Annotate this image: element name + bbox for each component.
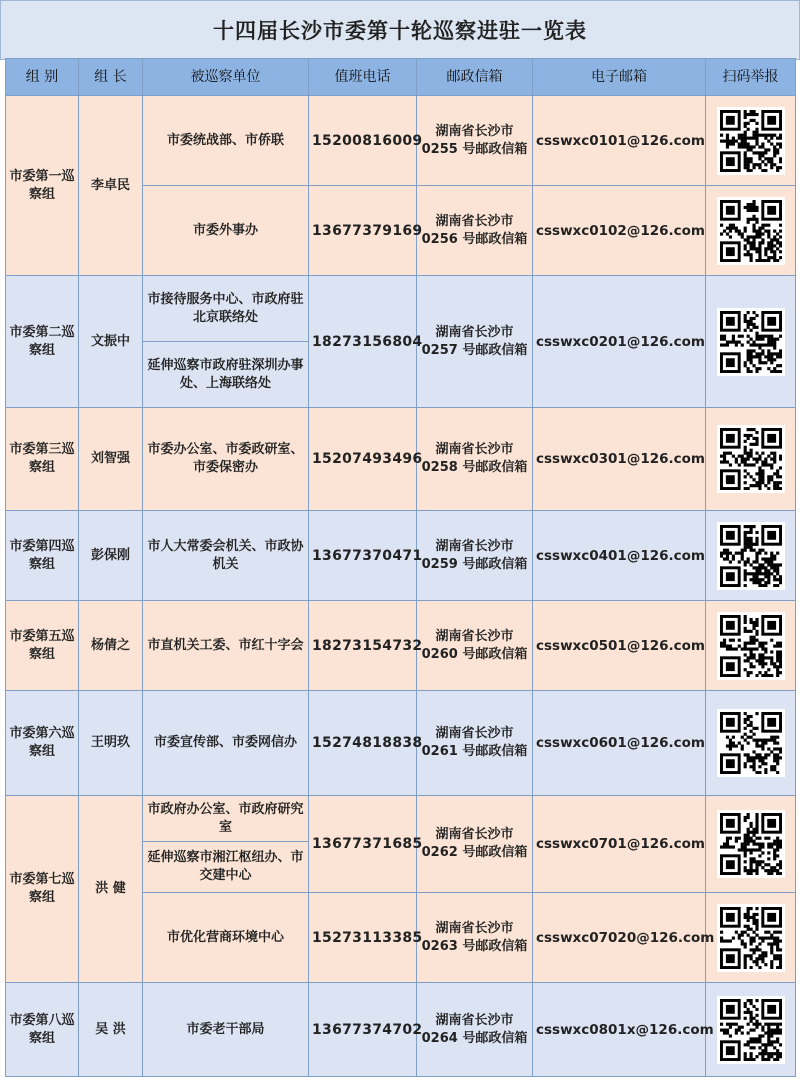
- duty-phone[interactable]: [309, 893, 423, 983]
- header-unit: 被巡察单位: [143, 59, 309, 96]
- duty-phone-text: 13677371685: [312, 836, 423, 852]
- group-name: [6, 408, 79, 511]
- unit-text: 市政府办公室、市政府研究室: [147, 801, 304, 835]
- table-row: [6, 796, 796, 893]
- duty-phone-text: 13677374702: [312, 1021, 423, 1038]
- duty-phone[interactable]: [309, 601, 423, 691]
- group-name-text: 市委第二巡察组: [9, 324, 75, 358]
- postal-box: [417, 511, 533, 601]
- qr-code-icon[interactable]: [709, 996, 792, 1064]
- qr-cell: [706, 511, 796, 601]
- unit-split: [143, 796, 308, 892]
- inspected-unit: [143, 408, 309, 511]
- qr-cell: [706, 983, 796, 1077]
- inspected-unit: [143, 893, 309, 983]
- inspected-unit: [143, 186, 309, 276]
- postal-box: [417, 691, 533, 796]
- postal-box-text: 湖南省长沙市0261 号邮政信箱: [421, 726, 528, 759]
- email-text: csswxc0401@126.com: [536, 547, 705, 564]
- header-group: 组 别: [6, 59, 79, 96]
- inspected-unit: [143, 276, 309, 408]
- group-name-text: 市委第六巡察组: [9, 726, 75, 759]
- title-bar: [0, 0, 800, 60]
- email-address[interactable]: [533, 276, 706, 408]
- email-text: csswxc0201@126.com: [536, 333, 705, 350]
- group-name-text: 市委第七巡察组: [9, 872, 75, 905]
- page-title: 十四届长沙市委第十轮巡察进驻一览表: [213, 19, 587, 43]
- email-address[interactable]: [533, 186, 706, 276]
- qr-code-icon[interactable]: [709, 308, 792, 376]
- email-address[interactable]: [533, 601, 706, 691]
- header-post: 邮政信箱: [417, 59, 533, 96]
- unit-text: 市优化营商环境中心: [166, 929, 284, 945]
- duty-phone-text: 15200816009: [312, 132, 423, 149]
- duty-phone[interactable]: [309, 796, 423, 893]
- qr-code-icon[interactable]: [709, 612, 792, 680]
- group-leader: [79, 96, 143, 276]
- group-leader: [79, 691, 143, 796]
- group-name: [6, 691, 79, 796]
- qr-cell: [706, 186, 796, 276]
- duty-phone[interactable]: [309, 186, 423, 276]
- qr-cell: [706, 691, 796, 796]
- postal-box-text: 湖南省长沙市0263 号邮政信箱: [421, 920, 528, 954]
- duty-phone[interactable]: [309, 691, 423, 796]
- unit-split: [143, 276, 308, 407]
- inspected-unit: [143, 511, 309, 601]
- unit-text: 市委老干部局: [186, 1021, 265, 1037]
- group-name: [6, 601, 79, 691]
- postal-box: [417, 408, 533, 511]
- inspected-unit: [143, 601, 309, 691]
- postal-box: [417, 601, 533, 691]
- email-address[interactable]: [533, 796, 706, 893]
- unit-text: 市委宣传部、市委网信办: [153, 735, 297, 750]
- group-name: [6, 511, 79, 601]
- qr-code-icon[interactable]: [709, 709, 792, 777]
- group-leader: [79, 601, 143, 691]
- header-leader: 组 长: [79, 59, 143, 96]
- table-row: [6, 983, 796, 1077]
- group-leader-text: 刘智强: [90, 451, 130, 466]
- group-name: [6, 983, 79, 1077]
- duty-phone[interactable]: [309, 408, 423, 511]
- unit-text: 市直机关工委、市红十字会: [147, 637, 304, 653]
- unit-text: 市委外事办: [192, 222, 258, 238]
- duty-phone[interactable]: [309, 276, 423, 408]
- group-leader-text: 文振中: [90, 333, 130, 349]
- email-text: csswxc0801x@126.com: [536, 1021, 714, 1038]
- table-header-row: [6, 59, 796, 96]
- email-text: csswxc0301@126.com: [536, 451, 705, 467]
- duty-phone-text: 18273156804: [312, 333, 423, 350]
- group-name: [6, 96, 79, 276]
- group-leader-text: 洪 健: [95, 881, 126, 896]
- group-name: [6, 796, 79, 983]
- header-qr: 扫码举报: [706, 59, 796, 96]
- qr-code-icon[interactable]: [709, 107, 792, 175]
- group-leader: [79, 511, 143, 601]
- unit-text: 市人大常委会机关、市政协机关: [147, 538, 304, 572]
- table-row: [6, 511, 796, 601]
- group-name-text: 市委第八巡察组: [9, 1012, 75, 1046]
- email-text: csswxc0501@126.com: [536, 637, 705, 654]
- group-leader-text: 彭保刚: [90, 547, 130, 563]
- unit-part: [143, 841, 308, 892]
- duty-phone[interactable]: [309, 511, 423, 601]
- postal-box: [417, 186, 533, 276]
- group-leader: [79, 796, 143, 983]
- header-email: 电子邮箱: [533, 59, 706, 96]
- postal-box-text: 湖南省长沙市0260 号邮政信箱: [421, 628, 528, 662]
- duty-phone-text: 15273113385: [312, 929, 423, 946]
- group-name-text: 市委第三巡察组: [9, 442, 75, 475]
- email-address[interactable]: [533, 408, 706, 511]
- header-phone: 值班电话: [309, 59, 417, 96]
- postal-box: [417, 96, 533, 186]
- duty-phone[interactable]: [309, 983, 423, 1077]
- qr-code-icon[interactable]: [709, 522, 792, 590]
- qr-cell: [706, 96, 796, 186]
- email-address[interactable]: [533, 511, 706, 601]
- postal-box-text: 湖南省长沙市0264 号邮政信箱: [421, 1012, 528, 1046]
- qr-code-icon[interactable]: [709, 425, 792, 493]
- postal-box: [417, 893, 533, 983]
- postal-box-text: 湖南省长沙市0255 号邮政信箱: [421, 123, 528, 157]
- group-leader: [79, 408, 143, 511]
- inspected-unit: [143, 96, 309, 186]
- qr-cell: [706, 276, 796, 408]
- duty-phone-text: 18273154732: [312, 637, 423, 654]
- unit-text: 市委办公室、市委政研室、市委保密办: [147, 442, 304, 475]
- email-address[interactable]: [533, 893, 715, 983]
- postal-box-text: 湖南省长沙市0256 号邮政信箱: [421, 213, 528, 247]
- unit-text: 延伸巡察市湘江枢纽办、市交建中心: [147, 850, 304, 883]
- postal-box: [417, 276, 533, 408]
- table-row: [6, 691, 796, 796]
- group-name: [6, 276, 79, 408]
- group-leader-text: 李卓民: [90, 177, 130, 193]
- email-address[interactable]: [533, 983, 714, 1077]
- unit-part: [143, 796, 308, 841]
- email-text: csswxc0101@126.com: [536, 132, 705, 149]
- qr-cell: [706, 893, 796, 983]
- group-name-text: 市委第一巡察组: [9, 168, 75, 202]
- qr-code-icon[interactable]: [709, 197, 792, 265]
- group-name-text: 市委第五巡察组: [9, 628, 75, 662]
- email-text: csswxc0701@126.com: [536, 836, 705, 852]
- unit-text: 市接待服务中心、市政府驻北京联络处: [147, 291, 304, 325]
- table-row: [6, 408, 796, 511]
- group-leader: [79, 983, 143, 1077]
- email-address[interactable]: [533, 691, 706, 796]
- postal-box-text: 湖南省长沙市0257 号邮政信箱: [421, 324, 528, 358]
- email-address[interactable]: [533, 96, 706, 186]
- email-text: csswxc07020@126.com: [536, 929, 715, 946]
- duty-phone-text: 13677379169: [312, 222, 423, 239]
- group-leader-text: 王明玖: [90, 735, 130, 750]
- qr-code-icon[interactable]: [709, 904, 792, 972]
- group-name-text: 市委第四巡察组: [9, 538, 75, 572]
- qr-cell: [706, 796, 796, 893]
- qr-cell: [706, 601, 796, 691]
- inspected-unit: [143, 983, 309, 1077]
- postal-box-text: 湖南省长沙市0259 号邮政信箱: [421, 538, 528, 572]
- group-leader-text: 吴 洪: [95, 1021, 126, 1037]
- email-text: csswxc0102@126.com: [536, 222, 705, 239]
- duty-phone-text: 15207493496: [312, 451, 423, 467]
- table-row: [6, 96, 796, 186]
- qr-code-icon[interactable]: [709, 810, 792, 878]
- unit-text: 市委统战部、市侨联: [166, 132, 284, 148]
- table-row: [6, 601, 796, 691]
- postal-box: [417, 796, 533, 893]
- postal-box-text: 湖南省长沙市0262 号邮政信箱: [421, 827, 528, 860]
- unit-part: [143, 341, 308, 407]
- group-leader: [79, 276, 143, 408]
- email-text: csswxc0601@126.com: [536, 735, 705, 751]
- qr-cell: [706, 408, 796, 511]
- unit-text: 延伸巡察市政府驻深圳办事处、上海联络处: [147, 357, 304, 391]
- duty-phone-text: 15274818838: [312, 735, 423, 751]
- unit-part: [143, 276, 308, 341]
- inspected-unit: [143, 691, 309, 796]
- postal-box-text: 湖南省长沙市0258 号邮政信箱: [421, 442, 528, 475]
- inspected-unit: [143, 796, 309, 893]
- inspection-table: [5, 58, 796, 1077]
- group-leader-text: 杨倩之: [90, 637, 130, 653]
- duty-phone-text: 13677370471: [312, 547, 423, 564]
- postal-box: [417, 983, 533, 1077]
- duty-phone[interactable]: [309, 96, 423, 186]
- table-row: [6, 276, 796, 408]
